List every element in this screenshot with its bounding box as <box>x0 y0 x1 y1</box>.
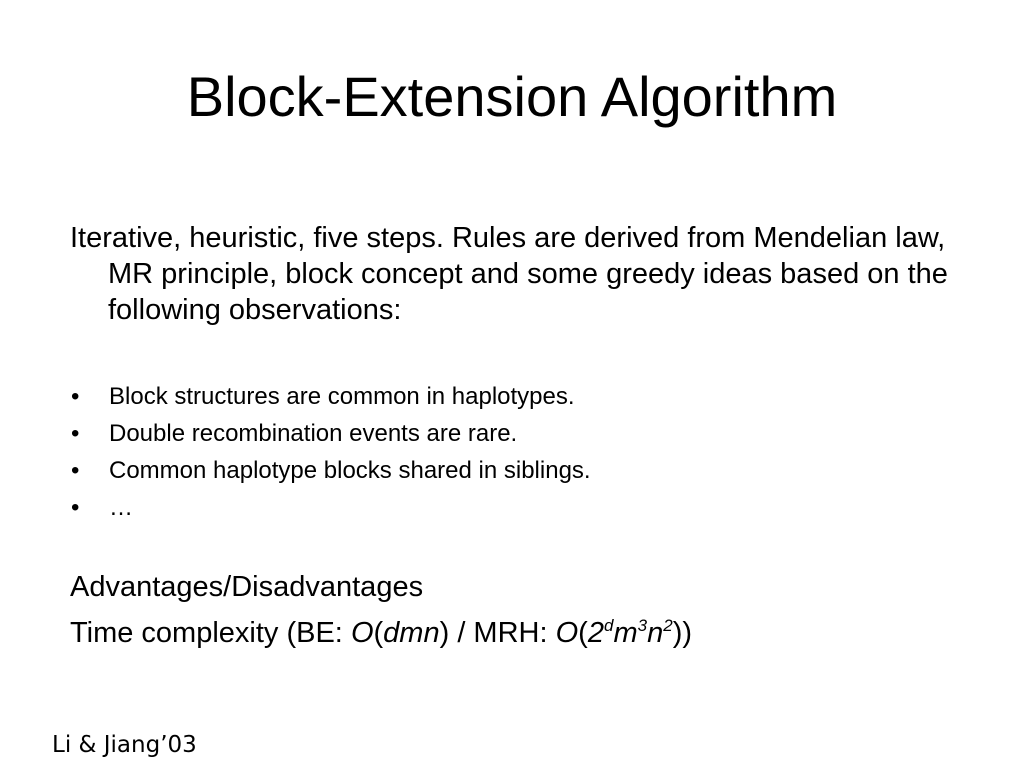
citation-footer: Li & Jiang’03 <box>52 732 197 758</box>
mrh-variable-n: n <box>647 617 664 649</box>
bullet-icon: • <box>71 457 80 484</box>
list-item-text: Block structures are common in haplotypes. <box>109 383 575 410</box>
slide-title: Block-Extension Algorithm <box>186 65 838 128</box>
mrh-base: 2 <box>587 617 604 649</box>
intro-paragraph: Iterative, heuristic, five steps. Rules are derived from Mendelian law, MR principle, block concept and some greedy ideas based on the following observations: <box>70 222 948 326</box>
be-big-o: O <box>350 617 374 649</box>
be-close-paren: ) <box>439 617 450 649</box>
list-item <box>70 452 940 489</box>
mrh-exponent-2: 2 <box>663 616 673 635</box>
mrh-exponent-d: d <box>603 616 614 635</box>
time-complexity-line <box>70 615 692 651</box>
mrh-exponent-3: 3 <box>637 616 648 635</box>
be-open-paren: ( <box>373 617 384 649</box>
time-complexity-suffix: )) <box>672 617 693 649</box>
mrh-open-paren: ( <box>578 617 588 649</box>
list-item <box>70 489 940 526</box>
list-item-text: … <box>109 494 133 521</box>
bullet-icon: • <box>71 420 80 447</box>
mrh-variable-m: m <box>613 617 638 649</box>
list-item <box>70 415 940 452</box>
observations-list <box>70 378 940 526</box>
time-complexity-prefix: Time complexity (BE: <box>70 617 351 649</box>
bullet-icon: • <box>71 383 80 410</box>
bullet-icon: • <box>71 494 80 521</box>
time-complexity-middle: / MRH: <box>449 617 556 649</box>
list-item-text: Double recombination events are rare. <box>109 420 518 447</box>
mrh-big-o: O <box>555 617 579 649</box>
list-item-text: Common haplotype blocks shared in siblings. <box>109 457 591 484</box>
list-item <box>70 378 940 415</box>
advantages-heading: Advantages/Disadvantages <box>70 571 424 603</box>
be-expression: dmn <box>383 617 440 649</box>
